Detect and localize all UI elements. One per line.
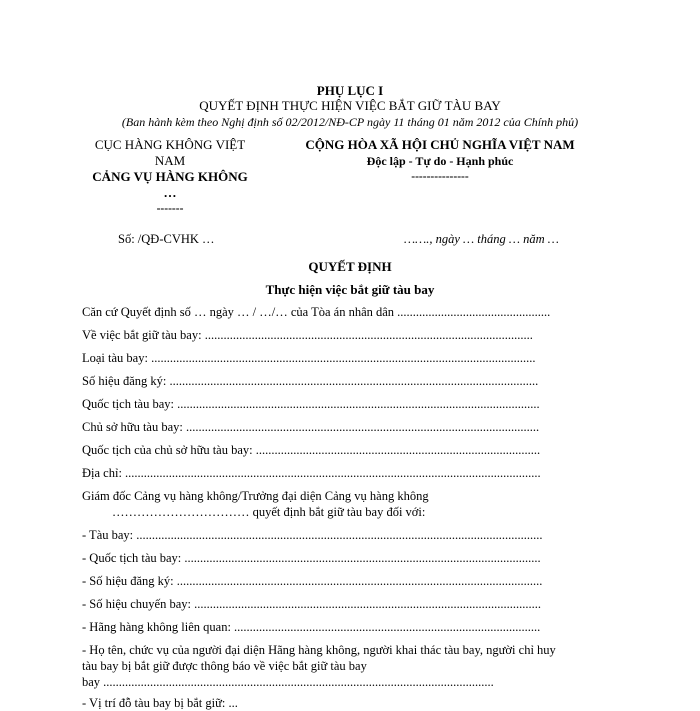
- field-line: bay .............................................................................................................................: [82, 675, 494, 689]
- field-line: - Họ tên, chức vụ của người đại diện Hãng hàng không, người khai thác tàu bay, người chỉ huy: [82, 643, 556, 657]
- decision-title: QUYẾT ĐỊNH: [308, 259, 392, 274]
- field-line: - Vị trí đỗ tàu bay bị bắt giữ: ...: [82, 696, 238, 710]
- field-line: Quốc tịch của chủ sở hữu tàu bay: ...........................................................................................: [82, 443, 541, 457]
- authority-name: CẢNG VỤ HÀNG KHÔNG: [92, 169, 248, 184]
- appendix-subtitle: QUYẾT ĐỊNH THỰC HIỆN VIỆC BẮT GIỮ TÀU BAY: [199, 98, 501, 113]
- field-line: - Số hiệu đăng ký: .....................................................................................................................: [82, 574, 543, 588]
- field-line: - Tàu bay: ..................................................................................................................................: [82, 528, 543, 542]
- field-line: Địa chỉ: .....................................................................................................................................: [82, 466, 541, 480]
- header-left: [70, 137, 270, 217]
- field-line: Số hiệu đăng ký: ......................................................................................................................: [82, 374, 539, 388]
- appendix-title: PHỤ LỤC I: [316, 83, 384, 98]
- document-number: Số: /QĐ-CVHK …: [118, 232, 215, 246]
- field-line: Loại tàu bay: ...........................................................................................................................: [82, 351, 536, 365]
- document-date: ……., ngày … tháng … năm …: [404, 232, 559, 246]
- field-line: Căn cứ Quyết định số … ngày … / …/… của Tòa án nhân dân .................................................: [82, 305, 551, 319]
- field-line: Về việc bắt giữ tàu bay: .........................................................................................................: [82, 328, 533, 342]
- field-line: …………………………… quyết định bắt giữ tàu bay đối với:: [112, 505, 426, 519]
- field-line: - Quốc tịch tàu bay: ..................................................................................................................: [82, 551, 541, 565]
- field-line: Giám đốc Cảng vụ hàng không/Trưởng đại diện Cảng vụ hàng không: [82, 489, 429, 503]
- authority-name-ellipsis: …: [163, 185, 177, 200]
- field-line: tàu bay bị bắt giữ được thông báo về việc bắt giữ tàu bay: [82, 659, 367, 673]
- country-name: CỘNG HÒA XÃ HỘI CHỦ NGHĨA VIỆT NAM: [305, 137, 575, 152]
- left-divider: -------: [156, 203, 184, 215]
- header-right: [270, 137, 610, 185]
- motto: Độc lập - Tự do - Hạnh phúc: [366, 154, 514, 168]
- field-line: - Số hiệu chuyến bay: ...............................................................................................................: [82, 597, 542, 611]
- agency-name-line1: CỤC HÀNG KHÔNG VIỆT: [94, 137, 246, 152]
- appendix-issued-note: (Ban hành kèm theo Nghị định số 02/2012/NĐ-CP ngày 11 tháng 01 năm 2012 của Chính phủ): [121, 115, 579, 129]
- decision-subtitle: Thực hiện việc bắt giữ tàu bay: [265, 282, 435, 297]
- field-line: Quốc tịch tàu bay: ....................................................................................................................: [82, 397, 540, 411]
- agency-name-line2: NAM: [154, 153, 186, 168]
- right-divider: ---------------: [411, 171, 469, 183]
- field-line: - Hãng hàng không liên quan: ..................................................................................................: [82, 620, 541, 634]
- field-line: Chủ sở hữu tàu bay: .................................................................................................................: [82, 420, 540, 434]
